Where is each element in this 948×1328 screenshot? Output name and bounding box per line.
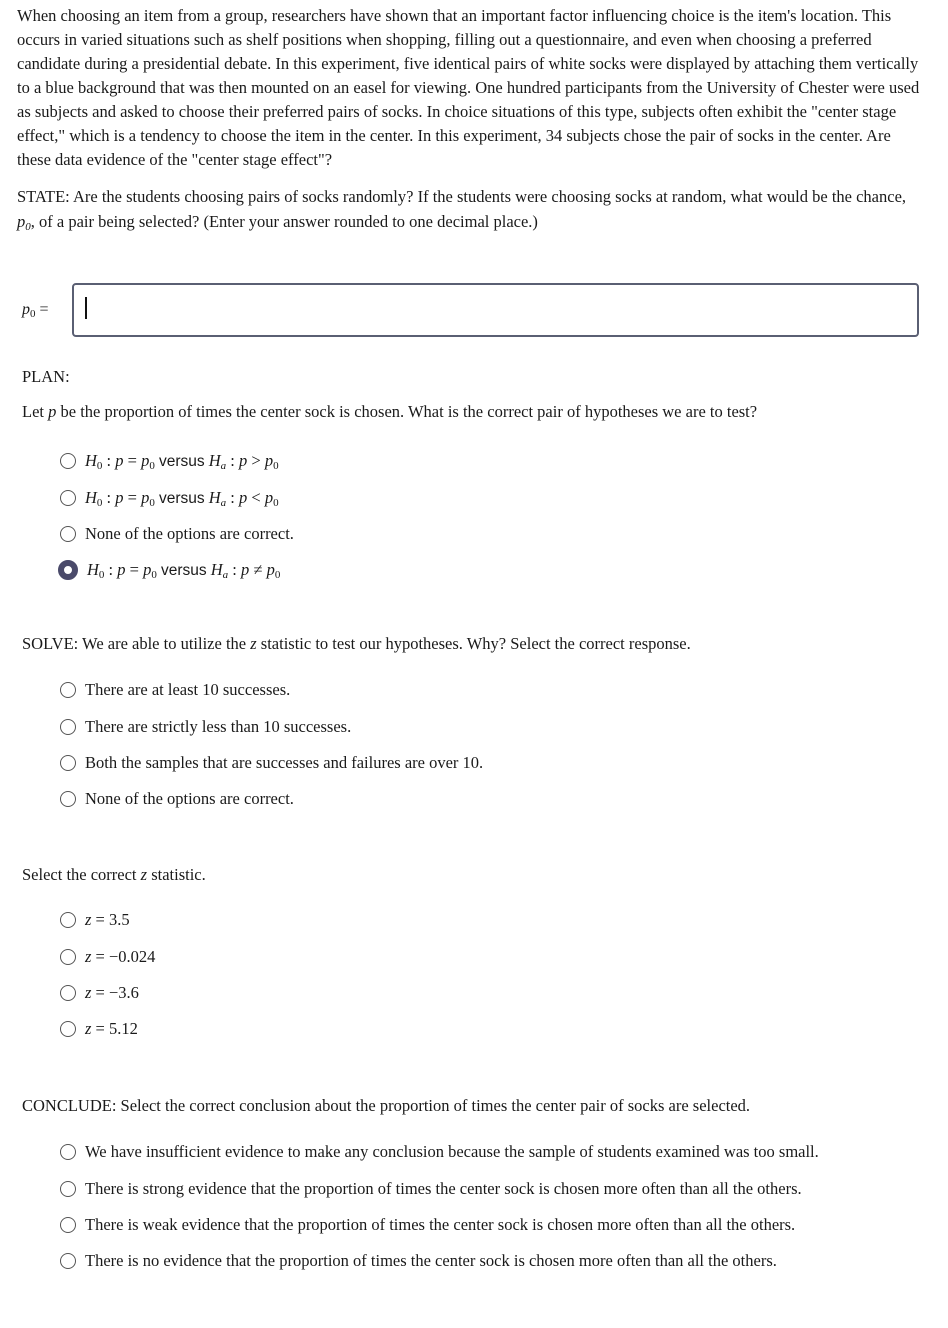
solve-option[interactable]: Both the samples that are successes and failures are over 10. [60,745,483,781]
radio-button[interactable] [60,1181,76,1197]
z-statistic-heading: Select the correct z statistic. [22,865,206,884]
solve-option[interactable]: There are strictly less than 10 successes. [60,708,483,744]
plan-question: Let p be the proportion of times the center sock is chosen. What is the correct pair of hypotheses we are to test? [22,402,758,421]
solve-heading: SOLVE: We are able to utilize the z statistic to test our hypotheses. Why? Select the correct response. [22,634,691,653]
radio-button[interactable] [60,912,76,928]
conclude-option[interactable]: There is strong evidence that the proportion of times the center sock is chosen more often than all the others. [60,1170,819,1206]
radio-button[interactable] [60,453,76,469]
conclude-option[interactable]: There is weak evidence that the proportion of times the center sock is chosen more often than all the others. [60,1207,819,1243]
hypothesis-option-selected[interactable]: $H_0$ : $p = p_0$ versus $H_a$ : $p \ne p_0$ [60,552,294,588]
radio-button[interactable] [60,1217,76,1233]
radio-button[interactable] [60,949,76,965]
radio-button[interactable] [60,985,76,1001]
radio-button[interactable] [60,1021,76,1037]
z-statistic-options [60,902,155,1048]
p0-answer-row [22,283,920,337]
conclude-option[interactable]: We have insufficient evidence to make any conclusion because the sample of students examined was too small. [60,1134,819,1170]
radio-button[interactable] [60,755,76,771]
solve-options [60,672,483,818]
hypothesis-option[interactable]: $H_0$ : $p = p_0$ versus $H_a$ : $p < p_0$ [60,479,294,515]
radio-button[interactable] [60,490,76,506]
z-option[interactable]: z = −0.024 [60,938,155,974]
plan-heading: PLAN: [22,367,70,386]
hypothesis-option[interactable]: None of the options are correct. [60,516,294,552]
radio-button[interactable] [60,1144,76,1160]
conclude-option[interactable]: There is no evidence that the proportion of times the center sock is chosen more often than all the others. [60,1243,819,1279]
state-text-after: , of a pair being selected? (Enter your answer rounded to one decimal place.) [30,212,538,231]
state-question [17,184,927,234]
radio-button[interactable] [60,682,76,698]
text-cursor [85,297,87,319]
z-option[interactable]: z = 5.12 [60,1011,155,1047]
p0-label: $p_0$ = [22,301,49,320]
radio-button-selected[interactable] [58,560,78,580]
solve-option[interactable]: None of the options are correct. [60,781,483,817]
z-option[interactable]: z = −3.6 [60,975,155,1011]
radio-button[interactable] [60,791,76,807]
problem-intro: When choosing an item from a group, researchers have shown that an important factor influencing choice is the item's location. This occurs in varied situations such as shelf positions when shopping, filling out a questionnaire, and even when choosing a preferred candidate during a presidential debate. In this experiment, five identical pairs of white socks were displayed by attaching them vertically to a blue background that was then mounted on an easel for viewing. One hundred participants from the University of Chester were used as subjects and asked to choose their preferred pairs of socks. In choice situations of this type, subjects often exhibit the "center stage effect," which is a tendency to choose the item in the center. In this experiment, 34 subjects chose the pair of socks in the center. Are these data evidence of the "center stage effect"? [17,6,920,169]
conclude-options [60,1134,819,1280]
state-text-before: STATE: Are the students choosing pairs of socks randomly? If the students were choosing socks at random, what would be the chance, [17,187,907,206]
radio-button[interactable] [60,1253,76,1269]
hypothesis-option[interactable]: $H_0$ : $p = p_0$ versus $H_a$ : $p > p_0$ [60,443,294,479]
p0-answer-input[interactable] [72,283,919,337]
radio-button[interactable] [60,719,76,735]
solve-option[interactable]: There are at least 10 successes. [60,672,483,708]
z-option[interactable]: z = 3.5 [60,902,155,938]
hypotheses-options [60,443,294,589]
p0-symbol: $p_0$ [17,212,31,233]
radio-button[interactable] [60,526,76,542]
conclude-heading: CONCLUDE: Select the correct conclusion about the proportion of times the center pair of socks are selected. [22,1096,751,1115]
